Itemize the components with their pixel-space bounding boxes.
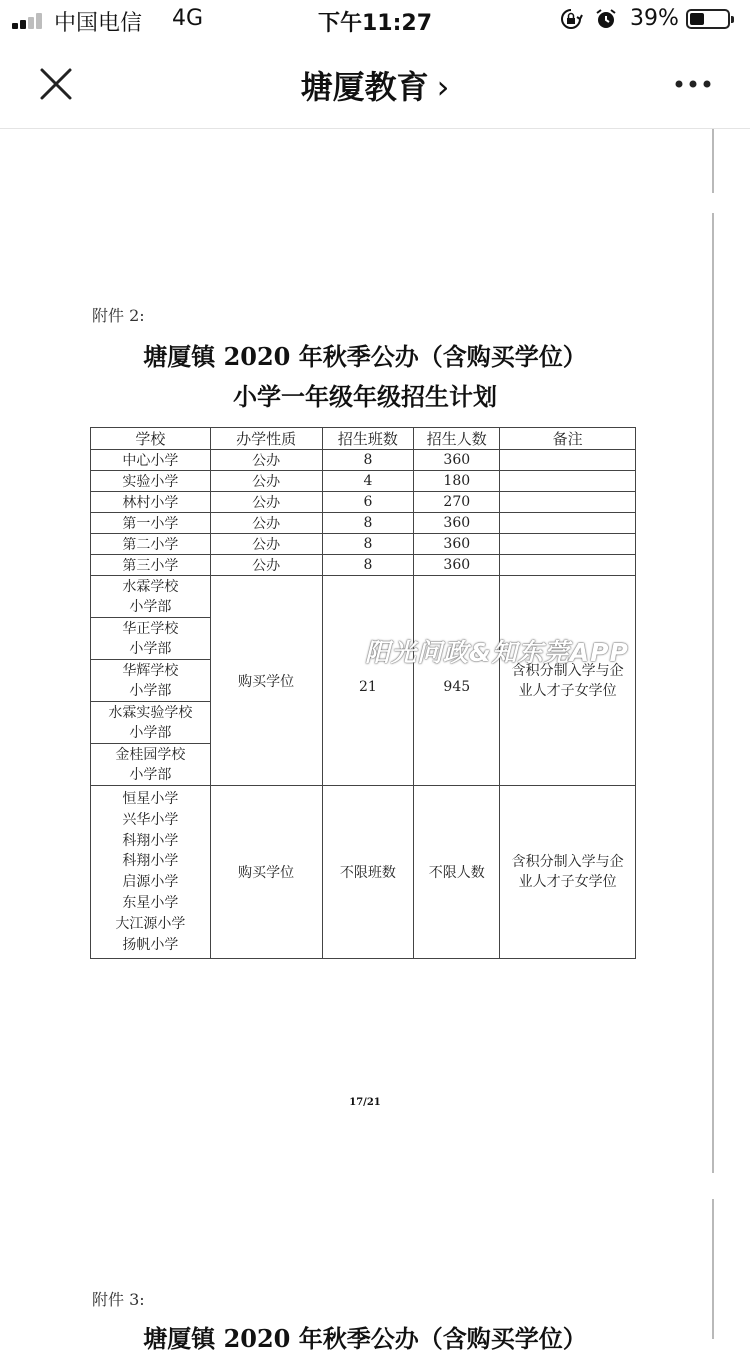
school-name: 大江源小学 xyxy=(115,915,186,932)
table-header-row xyxy=(91,428,636,450)
students-cell: 360 xyxy=(414,450,500,471)
status-bar xyxy=(0,0,750,40)
header-cell: 办学性质 xyxy=(210,428,322,450)
school-cell xyxy=(91,576,211,618)
document-subheading: 小学一年级年级招生计划 xyxy=(233,382,497,411)
school-name: 扬帆小学 xyxy=(122,936,179,953)
students-cell: 360 xyxy=(414,555,500,576)
classes-cell: 21 xyxy=(322,576,414,786)
type-cell: 公办 xyxy=(210,513,322,534)
battery-icon xyxy=(686,9,730,29)
network-type: 4G xyxy=(172,6,204,31)
table-row xyxy=(91,450,636,471)
table-row xyxy=(91,534,636,555)
school-name: 水霖实验学校 xyxy=(108,704,193,721)
students-cell: 360 xyxy=(414,513,500,534)
school-dept: 小学部 xyxy=(129,682,172,699)
note-cell xyxy=(500,471,636,492)
clock: 下午11:27 xyxy=(317,11,433,36)
note-cell xyxy=(500,555,636,576)
school-name: 华辉学校 xyxy=(122,662,179,679)
classes-cell: 8 xyxy=(322,450,414,471)
school-name: 金桂园学校 xyxy=(115,746,186,763)
watermark-text: 阳光问政&知东莞APP xyxy=(365,638,629,667)
school-name: 科翔小学 xyxy=(122,853,179,870)
document-viewer[interactable] xyxy=(0,129,750,1353)
school-cell xyxy=(91,618,211,660)
page-title[interactable] xyxy=(0,62,750,108)
school-name: 水霖学校 xyxy=(122,578,179,595)
classes-cell: 8 xyxy=(322,534,414,555)
note-cell: 含积分制入学与企业人才子女学位 xyxy=(500,576,636,786)
classes-cell: 6 xyxy=(322,492,414,513)
school-name: 恒星小学 xyxy=(122,791,179,807)
header-cell: 学校 xyxy=(91,428,211,450)
school-cell xyxy=(91,744,211,786)
table-row xyxy=(91,471,636,492)
header-cell: 备注 xyxy=(500,428,636,450)
battery-percentage: 39% xyxy=(630,6,679,31)
chevron-right-icon: › xyxy=(436,68,450,106)
carrier-name: 中国电信 xyxy=(54,11,143,36)
page-number: 17/21 xyxy=(349,1097,381,1108)
classes-cell: 8 xyxy=(322,555,414,576)
note-cell xyxy=(500,534,636,555)
school-dept: 小学部 xyxy=(129,640,172,657)
enrollment-table xyxy=(90,427,636,959)
type-cell: 购买学位 xyxy=(210,786,322,959)
header-cell: 招生班数 xyxy=(322,428,414,450)
school-dept: 小学部 xyxy=(129,598,172,615)
students-cell: 270 xyxy=(414,492,500,513)
type-cell: 公办 xyxy=(210,534,322,555)
alarm-clock-icon xyxy=(595,8,617,30)
scan-edge xyxy=(712,1199,714,1339)
note-cell xyxy=(500,492,636,513)
students-cell: 945 xyxy=(414,576,500,786)
school-cell: 第三小学 xyxy=(91,555,211,576)
rotation-lock-icon xyxy=(560,8,582,30)
school-name: 启源小学 xyxy=(122,874,179,891)
school-cell: 林村小学 xyxy=(91,492,211,513)
type-cell: 购买学位 xyxy=(210,576,322,786)
school-cell: 实验小学 xyxy=(91,471,211,492)
school-name: 兴华小学 xyxy=(122,811,179,828)
table-row xyxy=(91,492,636,513)
attachment-label: 附件 3: xyxy=(92,1290,145,1309)
classes-cell: 不限班数 xyxy=(322,786,414,959)
school-name: 华正学校 xyxy=(122,620,179,637)
type-cell: 公办 xyxy=(210,471,322,492)
school-dept: 小学部 xyxy=(129,724,172,741)
school-cell xyxy=(91,702,211,744)
attachment-label: 附件 2: xyxy=(92,306,145,325)
more-options-icon[interactable] xyxy=(668,66,718,102)
classes-cell: 8 xyxy=(322,513,414,534)
page-title-text: 塘厦教育 xyxy=(300,68,429,106)
table-row xyxy=(91,576,636,618)
type-cell: 公办 xyxy=(210,555,322,576)
school-name: 东星小学 xyxy=(122,894,179,911)
table-row xyxy=(91,786,636,959)
table-row xyxy=(91,555,636,576)
school-name: 科翔小学 xyxy=(122,832,179,849)
school-dept: 小学部 xyxy=(129,766,172,783)
students-cell: 360 xyxy=(414,534,500,555)
students-cell: 不限人数 xyxy=(414,786,500,959)
students-cell: 180 xyxy=(414,471,500,492)
school-cell xyxy=(91,660,211,702)
table-row xyxy=(91,513,636,534)
battery-level-fill xyxy=(690,13,704,25)
type-cell: 公办 xyxy=(210,450,322,471)
school-cell: 第一小学 xyxy=(91,513,211,534)
note-cell xyxy=(500,450,636,471)
note-cell: 含积分制入学与企业人才子女学位 xyxy=(500,786,636,959)
header-cell: 招生人数 xyxy=(414,428,500,450)
scan-edge xyxy=(712,129,714,193)
school-cell: 第二小学 xyxy=(91,534,211,555)
next-document-heading: 塘厦镇 2020 年秋季公办（含购买学位） xyxy=(143,1324,587,1353)
classes-cell: 4 xyxy=(322,471,414,492)
school-list-cell xyxy=(91,786,211,959)
nav-bar xyxy=(0,40,750,129)
note-cell xyxy=(500,513,636,534)
document-heading: 塘厦镇 2020 年秋季公办（含购买学位） xyxy=(143,342,587,371)
school-cell: 中心小学 xyxy=(91,450,211,471)
type-cell: 公办 xyxy=(210,492,322,513)
